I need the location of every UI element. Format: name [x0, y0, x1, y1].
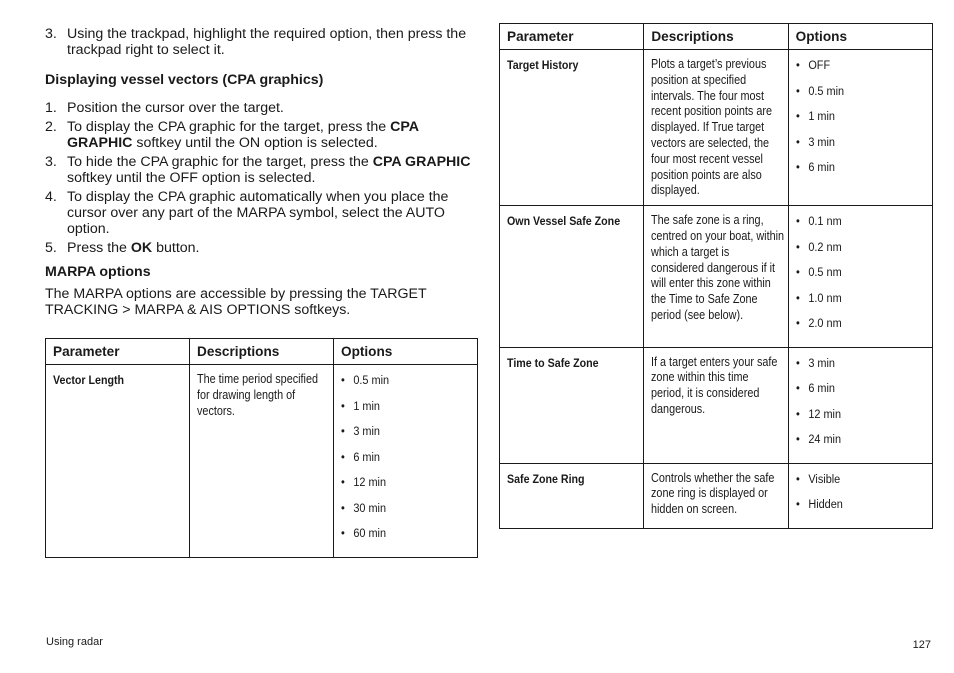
option-item [341, 474, 455, 500]
option-value: 1 min [353, 398, 380, 413]
step-item [45, 100, 478, 116]
option-item [796, 264, 910, 290]
header-descriptions: Descriptions [190, 339, 334, 365]
parameter-name: Time to Safe Zone [507, 355, 599, 370]
step-text-run: Press the [67, 240, 131, 256]
option-value: 12 min [353, 475, 387, 489]
option-value: 0.2 nm [807, 239, 842, 254]
option-value: 1.0 nm [807, 290, 842, 305]
step-number: 2. [45, 119, 57, 135]
options-list [796, 57, 925, 185]
option-value: 6 min [353, 449, 380, 464]
option-item [796, 380, 910, 406]
vector-length-table [45, 338, 478, 558]
option-value: 1 min [807, 109, 835, 123]
bullet-icon: • [795, 471, 800, 486]
step-emphasis: CPA GRAPHIC [372, 154, 471, 170]
option-item [341, 525, 455, 551]
description-cell [644, 206, 788, 348]
options-list [796, 355, 925, 457]
table-row [500, 206, 933, 348]
option-value: 0.5 min [353, 373, 390, 387]
bullet-icon: • [341, 500, 345, 515]
option-value: 6 min [807, 160, 835, 174]
step-text-run: To display the CPA graphic automatically when you place the cursor over any part of the MARPA symbol, select the AUTO option. [67, 189, 449, 237]
options-cell [788, 50, 932, 206]
option-value: 30 min [353, 500, 387, 515]
option-value: 0.1 nm [807, 214, 842, 229]
step-text-run: softkey until the ON option is selected. [132, 135, 378, 151]
description-cell [644, 347, 788, 463]
step-text [67, 154, 478, 186]
intro-step [45, 26, 478, 58]
step-text-run: To display the CPA graphic for the target, press the [67, 119, 391, 135]
options-cell [788, 206, 932, 348]
bullet-icon: • [341, 424, 345, 438]
header-options: Options [334, 339, 478, 365]
table-row [500, 50, 933, 206]
options-cell [788, 463, 932, 528]
bullet-icon: • [795, 355, 800, 370]
table-row [500, 463, 933, 528]
parameter-name: Own Vessel Safe Zone [507, 214, 621, 229]
option-item [796, 83, 910, 109]
parameter-cell [500, 50, 644, 206]
parameter-cell [500, 463, 644, 528]
parameter-cell [500, 347, 644, 463]
header-descriptions: Descriptions [644, 24, 788, 50]
steps-list [45, 100, 478, 256]
parameter-description: The time period specified for drawing length of vectors. [197, 372, 319, 418]
option-value: 2.0 nm [807, 316, 842, 331]
option-value: 3 min [807, 134, 835, 149]
options-list [341, 372, 470, 551]
bullet-icon: • [795, 432, 800, 447]
step-text: Using the trackpad, highlight the required option, then press the trackpad right to select it. [67, 26, 467, 58]
option-item [341, 398, 455, 424]
parameter-cell [500, 206, 644, 348]
bullet-icon: • [341, 526, 345, 540]
step-number: 1. [45, 100, 57, 116]
option-value: Hidden [807, 497, 843, 512]
bullet-icon: • [795, 239, 800, 254]
parameter-description: The safe zone is a ring, centred on your boat, within which a target is considered dangerous if it will enter this zone within the Time to Safe Zone period (see below). [651, 213, 785, 322]
option-value: 60 min [353, 526, 387, 540]
option-value: 0.5 nm [807, 265, 842, 280]
left-column [45, 26, 478, 318]
bullet-icon: • [795, 83, 800, 98]
bullet-icon: • [795, 58, 800, 72]
step-item [45, 154, 478, 186]
step-emphasis: CPA GRAPHIC [67, 119, 419, 151]
option-item [796, 431, 910, 457]
option-item [796, 290, 910, 316]
bullet-icon: • [795, 381, 800, 396]
bullet-icon: • [795, 406, 800, 421]
description-cell [644, 463, 788, 528]
table-row [500, 347, 933, 463]
bullet-icon: • [795, 265, 800, 280]
option-item [796, 108, 910, 134]
header-parameter: Parameter [500, 24, 644, 50]
option-item [796, 213, 910, 239]
step-item [45, 240, 478, 256]
bullet-icon: • [795, 290, 800, 305]
marpa-paragraph: The MARPA options are accessible by pressing the TARGET TRACKING > MARPA & AIS OPTIONS softkeys. [45, 286, 427, 318]
bullet-icon: • [341, 398, 345, 413]
options-cell [334, 365, 478, 558]
bullet-icon: • [795, 214, 800, 229]
option-value: 6 min [807, 381, 835, 396]
step-number: 3. [45, 154, 57, 170]
bullet-icon: • [341, 449, 345, 464]
step-text-run: To hide the CPA graphic for the target, press the [67, 154, 373, 170]
heading-marpa-options: MARPA options [45, 264, 151, 280]
step-number: 3. [45, 26, 57, 42]
parameter-name: Vector Length [53, 373, 125, 387]
marpa-options-table [499, 23, 933, 529]
parameter-description: If a target enters your safe zone within this time period, it is considered dangerous. [651, 354, 778, 417]
option-value: 3 min [807, 355, 835, 370]
parameter-cell [46, 365, 190, 558]
parameter-description: Controls whether the safe zone ring is displayed or hidden on screen. [651, 470, 775, 517]
step-number: 4. [45, 189, 57, 205]
parameter-name: Target History [507, 58, 579, 72]
step-text [67, 240, 478, 256]
option-value: 3 min [353, 424, 380, 438]
option-value: 0.5 min [807, 83, 844, 98]
parameter-description: Plots a target’s previous position at specified intervals. The four most recent position points are displayed. If True target vectors are selected, the four most recent vessel position points are also displayed. [651, 57, 773, 198]
header-options: Options [788, 24, 932, 50]
option-value: 24 min [807, 432, 841, 447]
step-number: 5. [45, 240, 57, 256]
bullet-icon: • [795, 134, 800, 149]
step-text-run: softkey until the OFF option is selected. [67, 170, 316, 186]
step-emphasis: OK [130, 240, 153, 256]
footer-page-number: 127 [912, 639, 931, 651]
step-text-run: Position the cursor over the target. [67, 100, 284, 116]
options-list [796, 471, 925, 522]
footer-section-name: Using radar [46, 636, 103, 648]
option-item [341, 449, 455, 475]
description-cell [644, 50, 788, 206]
options-cell [788, 347, 932, 463]
option-value: 12 min [807, 406, 841, 421]
option-item [796, 159, 910, 185]
bullet-icon: • [795, 109, 800, 123]
table-header-row [46, 339, 478, 365]
table-header-row [500, 24, 933, 50]
step-item [45, 189, 478, 237]
option-item [796, 471, 910, 497]
option-item [341, 372, 455, 398]
header-parameter: Parameter [46, 339, 190, 365]
option-item [796, 355, 910, 381]
bullet-icon: • [795, 497, 800, 512]
step-text [67, 189, 478, 237]
options-list [796, 213, 925, 341]
option-value: OFF [807, 58, 830, 72]
option-item [796, 134, 910, 160]
option-value: Visible [807, 471, 840, 486]
option-item [796, 496, 910, 522]
bullet-icon: • [795, 316, 800, 331]
option-item [796, 57, 910, 83]
step-text [67, 119, 478, 151]
step-item [45, 119, 478, 151]
heading-cpa-graphics: Displaying vessel vectors (CPA graphics) [45, 72, 324, 88]
option-item [796, 406, 910, 432]
table-row [46, 365, 478, 558]
description-cell [190, 365, 334, 558]
step-text-run: button. [152, 240, 200, 256]
parameter-name: Safe Zone Ring [507, 471, 585, 486]
step-text [67, 100, 478, 116]
option-item [341, 500, 455, 526]
bullet-icon: • [795, 160, 800, 174]
bullet-icon: • [341, 373, 345, 387]
bullet-icon: • [341, 475, 345, 489]
option-item [796, 239, 910, 265]
option-item [341, 423, 455, 449]
option-item [796, 315, 910, 341]
